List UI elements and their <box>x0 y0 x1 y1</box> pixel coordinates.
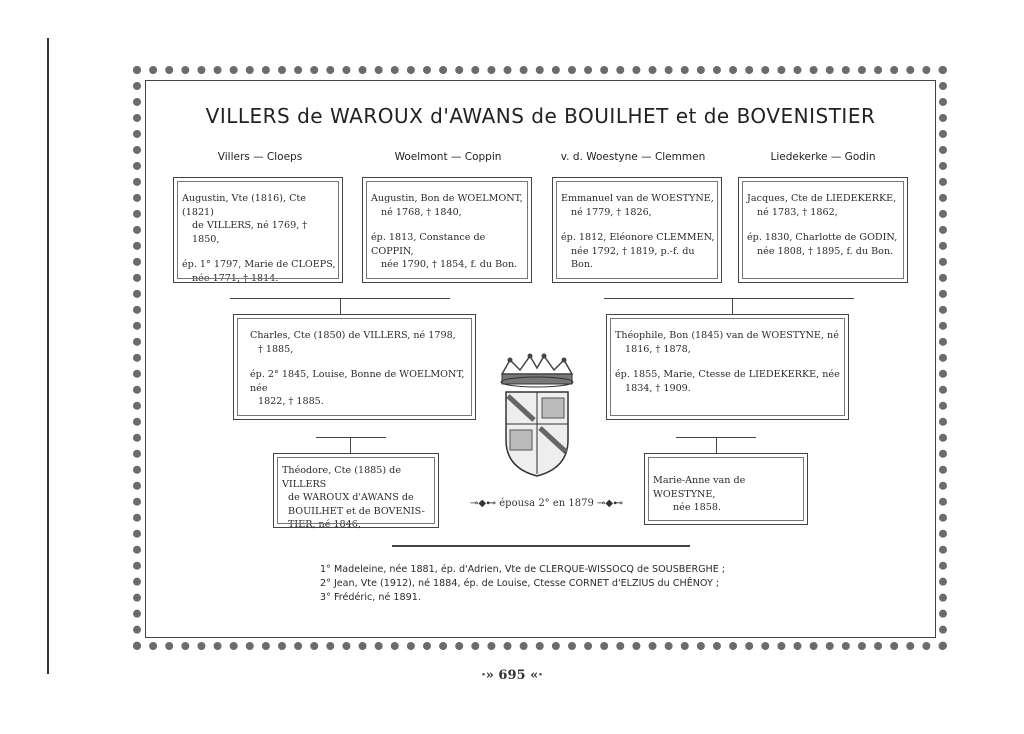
marriage-note <box>470 498 623 509</box>
box-text: né 1783, † 1862, <box>757 206 838 218</box>
box-text: ép. 1812, Eléonore CLEMMEN, <box>561 232 715 243</box>
grandparent-box-liedekerke <box>738 177 908 283</box>
connector-line <box>340 298 341 314</box>
grandparent-box-villers <box>173 177 343 283</box>
box-text: 1834, † 1909. <box>625 382 691 394</box>
column-heading-liedekerke-godin: Liedekerke — Godin <box>770 151 876 163</box>
box-text: Théodore, Cte (1885) de VILLERS <box>282 465 402 490</box>
divider-rule <box>392 545 690 547</box>
box-text: née 1792, † 1819, p.-f. du Bon. <box>571 245 695 270</box>
box-text: Augustin, Bon de WOELMONT, <box>371 193 523 204</box>
column-heading-woestyne-clemmen: v. d. Woestyne — Clemmen <box>560 151 706 163</box>
connector-line <box>732 298 733 314</box>
box-text: né 1768, † 1840, <box>381 206 462 218</box>
ornament-icon: ·» <box>481 668 499 683</box>
box-text: 1822, † 1885. <box>258 396 324 407</box>
child-entry: 2° Jean, Vte (1912), né 1884, ép. de Louise, Ctesse CORNET d'ELZIUS du CHÊNOY ; <box>320 578 720 589</box>
marriage-label: épousa 2° en 1879 <box>499 498 594 509</box>
couple-box-theodore <box>273 453 439 528</box>
parent-box-charles <box>233 314 476 420</box>
page-title: VILLERS de WAROUX d'AWANS de BOUILHET et de BOVENISTIER <box>205 104 876 128</box>
box-text: née 1858. <box>673 502 722 513</box>
box-text: ép. 1° 1797, Marie de CLOEPS, <box>182 259 336 270</box>
box-text: Emmanuel van de WOESTYNE, <box>561 193 714 204</box>
box-text: de WAROUX d'AWANS de <box>288 492 414 503</box>
box-text: Jacques, Cte de LIEDEKERKE, <box>747 193 897 204</box>
coat-of-arms-icon <box>496 352 578 478</box>
column-heading-woelmont-coppin: Woelmont — Coppin <box>394 151 502 163</box>
connector-line <box>604 298 854 299</box>
margin-rule <box>47 38 49 674</box>
box-text: ép. 1813, Constance de COPPIN, <box>371 232 486 257</box>
box-text: † 1885, <box>258 343 294 355</box>
parent-box-theophile <box>606 314 849 420</box>
box-text: née 1808, † 1895, f. du Bon. <box>757 245 894 257</box>
children-list <box>320 563 725 605</box>
child-entry: 3° Frédéric, né 1891. <box>320 592 421 603</box>
ornament-icon: «· <box>525 668 543 683</box>
box-text: née 1771, † 1814. <box>192 272 279 284</box>
box-text: Marie-Anne van de WOESTYNE, <box>653 475 746 500</box>
box-text: Théophile, Bon (1845) van de WOESTYNE, né <box>615 330 839 341</box>
child-entry: 1° Madeleine, née 1881, ép. d'Adrien, Vte de CLERQUE-WISSOCQ de SOUSBERGHE ; <box>320 564 726 575</box>
couple-box-marie-anne <box>644 453 808 525</box>
connector-line <box>716 437 717 453</box>
box-text: ép. 1855, Marie, Ctesse de LIEDEKERKE, née <box>615 369 840 380</box>
ornament-icon: ⊸◆⊷ <box>597 498 624 509</box>
box-text: 1816, † 1878, <box>625 343 691 355</box>
box-text: de VILLERS, né 1769, † 1850, <box>192 220 308 245</box>
connector-line <box>316 437 386 438</box>
box-text: TIER, né 1846, <box>288 519 361 530</box>
ornament-icon: ⊸◆⊷ <box>470 498 497 509</box>
grandparent-box-woestyne <box>552 177 722 283</box>
page-number-value: 695 <box>498 668 526 683</box>
box-text: BOUILHET et de BOVENIS- <box>288 505 425 517</box>
box-text: Augustin, Vte (1816), Cte (1821) <box>182 193 306 218</box>
box-text: née 1790, † 1854, f. du Bon. <box>381 259 518 270</box>
box-text: Charles, Cte (1850) de VILLERS, né 1798, <box>250 330 456 341</box>
connector-line <box>350 437 351 453</box>
page-number <box>0 668 1024 683</box>
column-heading-villers-cloeps: Villers — Cloeps <box>217 151 303 163</box>
box-text: né 1779, † 1826, <box>571 206 652 218</box>
grandparent-box-woelmont <box>362 177 532 283</box>
box-text: ép. 2° 1845, Louise, Bonne de WOELMONT, née <box>250 369 465 394</box>
box-text: ép. 1830, Charlotte de GODIN, <box>747 232 898 243</box>
